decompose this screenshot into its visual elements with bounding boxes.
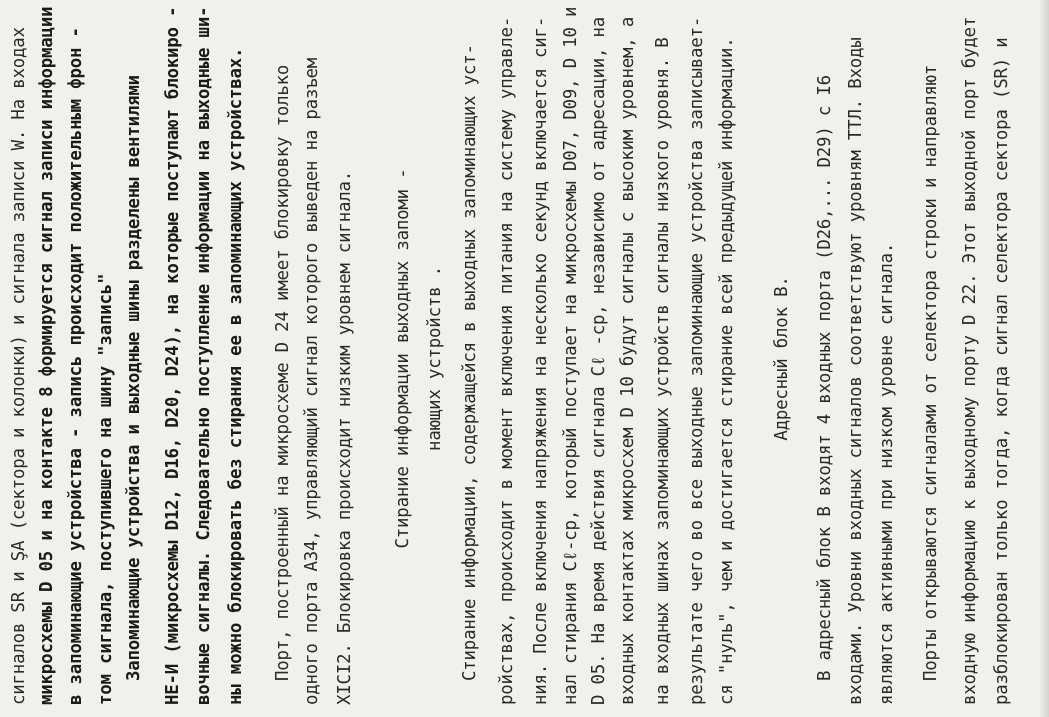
text-line: ХIСI2. Блокировка происходит низким уровнем сигнала. (335, 170, 355, 705)
section-heading: нающих устройств . (425, 266, 445, 451)
text-line: Порты открываются сигналами от селектора строки и направляют (921, 64, 941, 681)
text-line: микросхемы D 05 и на контакте 8 формируется сигнал записи информации (37, 6, 57, 705)
text-line: том сигнала, поступившего на шину "запись" (96, 273, 116, 705)
text-line: являются активными при низком уровне сигнала. (877, 242, 897, 705)
text-line: ния. После включения напряжения на несколько секунд включается сиг- (531, 16, 551, 705)
page-edge-shadow (1039, 0, 1049, 717)
text-line: одного порта А34, управляющий сигнал которого выведен на разъем (302, 57, 322, 705)
text-line: Порт, построенный на микросхеме D 24 имеет блокировку только (273, 64, 293, 681)
text-line: D 05. На время действия сигнала Cℓ -ср, независимо от адресации, на (589, 16, 609, 705)
text-line: В адресный блок В входят 4 входных порта (D26,... D29) с I6 (815, 75, 835, 681)
section-heading: Стирание информации выходных запоми - (393, 168, 413, 549)
text-line: результате чего во все выходные запоминающие устройства записывает- (687, 16, 707, 705)
text-line: ройствах, происходит в момент включения питания на систему управле- (497, 16, 517, 705)
section-heading: Адресный блок В. (772, 276, 792, 441)
text-line: ны можно блокировать без стирания ее в запоминающих устройствах. (226, 47, 246, 705)
text-line: разблокирован только тогда, когда сигнал селектора сектора (SR) и (992, 37, 1012, 705)
text-line: НЕ-И (микросхемы D12, D16, D20, D24), на которые поступают блокиро - (163, 6, 183, 705)
text-line: Стирание информации, содержащейся в выходных запоминающих уст- (460, 44, 480, 681)
text-line: сигналов SR и ŞA (сектора и колонки) и сигнала записи W. На входах (9, 27, 29, 705)
text-line: на входных шинах запоминающих устройств сигналы низкого уровня. В (653, 37, 673, 705)
text-line: входами. Уровни входных сигналов соответствуют уровням ТТЛ. Входы (846, 37, 866, 705)
text-line: входных контактах микросхем D 10 будут сигналы с высоким уровнем, а (618, 16, 638, 705)
text-line: ся "нуль", чем и достигается стирание всей предыдущей информации. (717, 37, 737, 705)
text-line: Запоминающие устройства и выходные шины разделены вентилями (124, 75, 144, 681)
text-line: в запоминающие устройства - запись происходит положительным фрон - (66, 27, 86, 705)
text-line: входную информацию к выходному порту D 22. Этот выходной порт будет (960, 16, 980, 705)
text-line: нал стирания Cℓ-ср, который поступает на микросхемы D07, D09, D 10 и (561, 6, 581, 705)
text-line: вочные сигналы. Следовательно поступление информации на выходные ши- (194, 6, 214, 705)
